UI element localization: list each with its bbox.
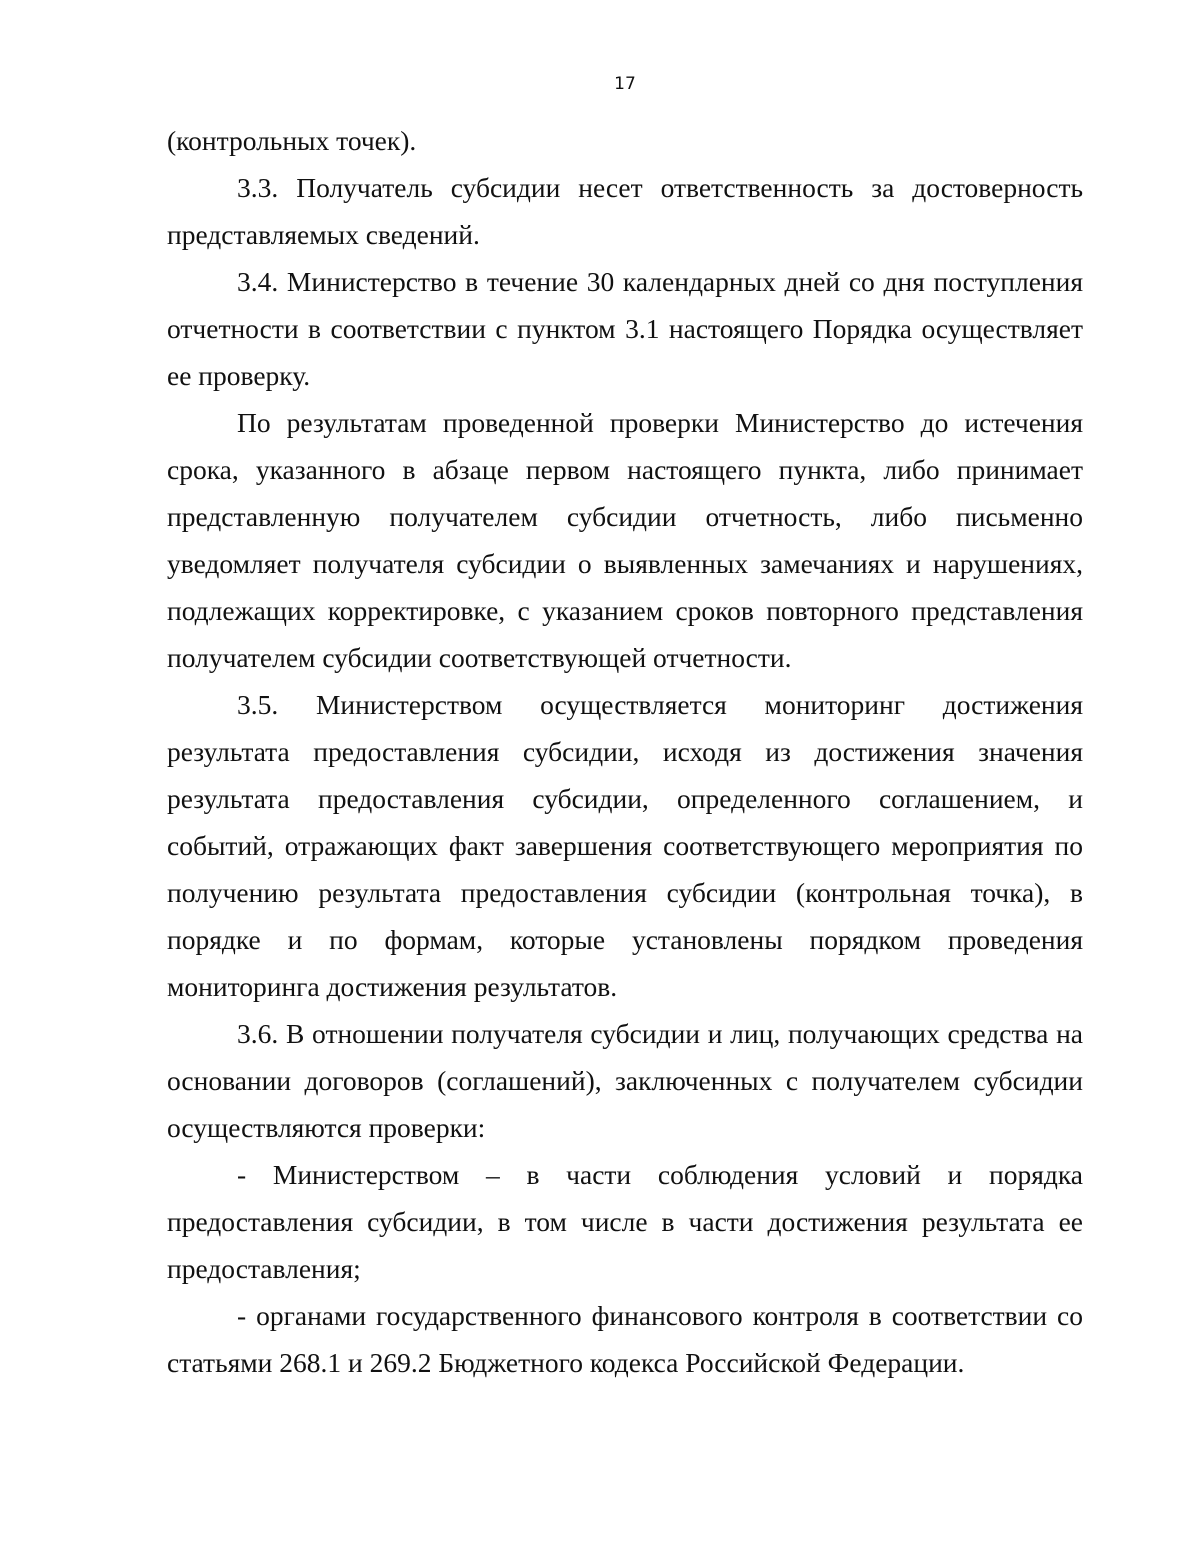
- list-item-financial-control: - органами государственного финансового контроля в соответствии со статьями 268.1 и 269.2 Бюджетного кодекса Российской Федерации.: [167, 1300, 1083, 1378]
- paragraph-3-6: 3.6. В отношении получателя субсидии и лиц, получающих средства на основании договоров (соглашений), заключенных с получателем субсидии осуществляются проверки:: [167, 1018, 1083, 1143]
- document-body: [167, 117, 1083, 1386]
- page-number: 17: [614, 74, 636, 94]
- paragraph-3-4-results: По результатам проведенной проверки Министерство до истечения срока, указанного в абзаце первом настоящего пункта, либо принимает представленную получателем субсидии отчетность, либо письменно уведомляет получателя субсидии о выявленных замечаниях и нарушениях, подлежащих корректировке, с указанием сроков повторного представления получателем субсидии соответствующей отчетности.: [167, 407, 1083, 673]
- paragraph-continuation: (контрольных точек).: [167, 125, 417, 156]
- paragraph-3-4: 3.4. Министерство в течение 30 календарных дней со дня поступления отчетности в соответствии с пунктом 3.1 настоящего Порядка осуществляет ее проверку.: [167, 266, 1083, 391]
- list-item-ministry: - Министерством – в части соблюдения условий и порядка предоставления субсидии, в том числе в части достижения результата ее предоставления;: [167, 1159, 1083, 1284]
- paragraph-3-5: 3.5. Министерством осуществляется мониторинг достижения результата предоставления субсидии, исходя из достижения значения результата предоставления субсидии, определенного соглашением, и событий, отражающих факт завершения соответствующего мероприятия по получению результата предоставления субсидии (контрольная точка), в порядке и по формам, которые установлены порядком проведения мониторинга достижения результатов.: [167, 689, 1083, 1002]
- paragraph-3-3: 3.3. Получатель субсидии несет ответственность за достоверность представляемых сведений.: [167, 172, 1083, 250]
